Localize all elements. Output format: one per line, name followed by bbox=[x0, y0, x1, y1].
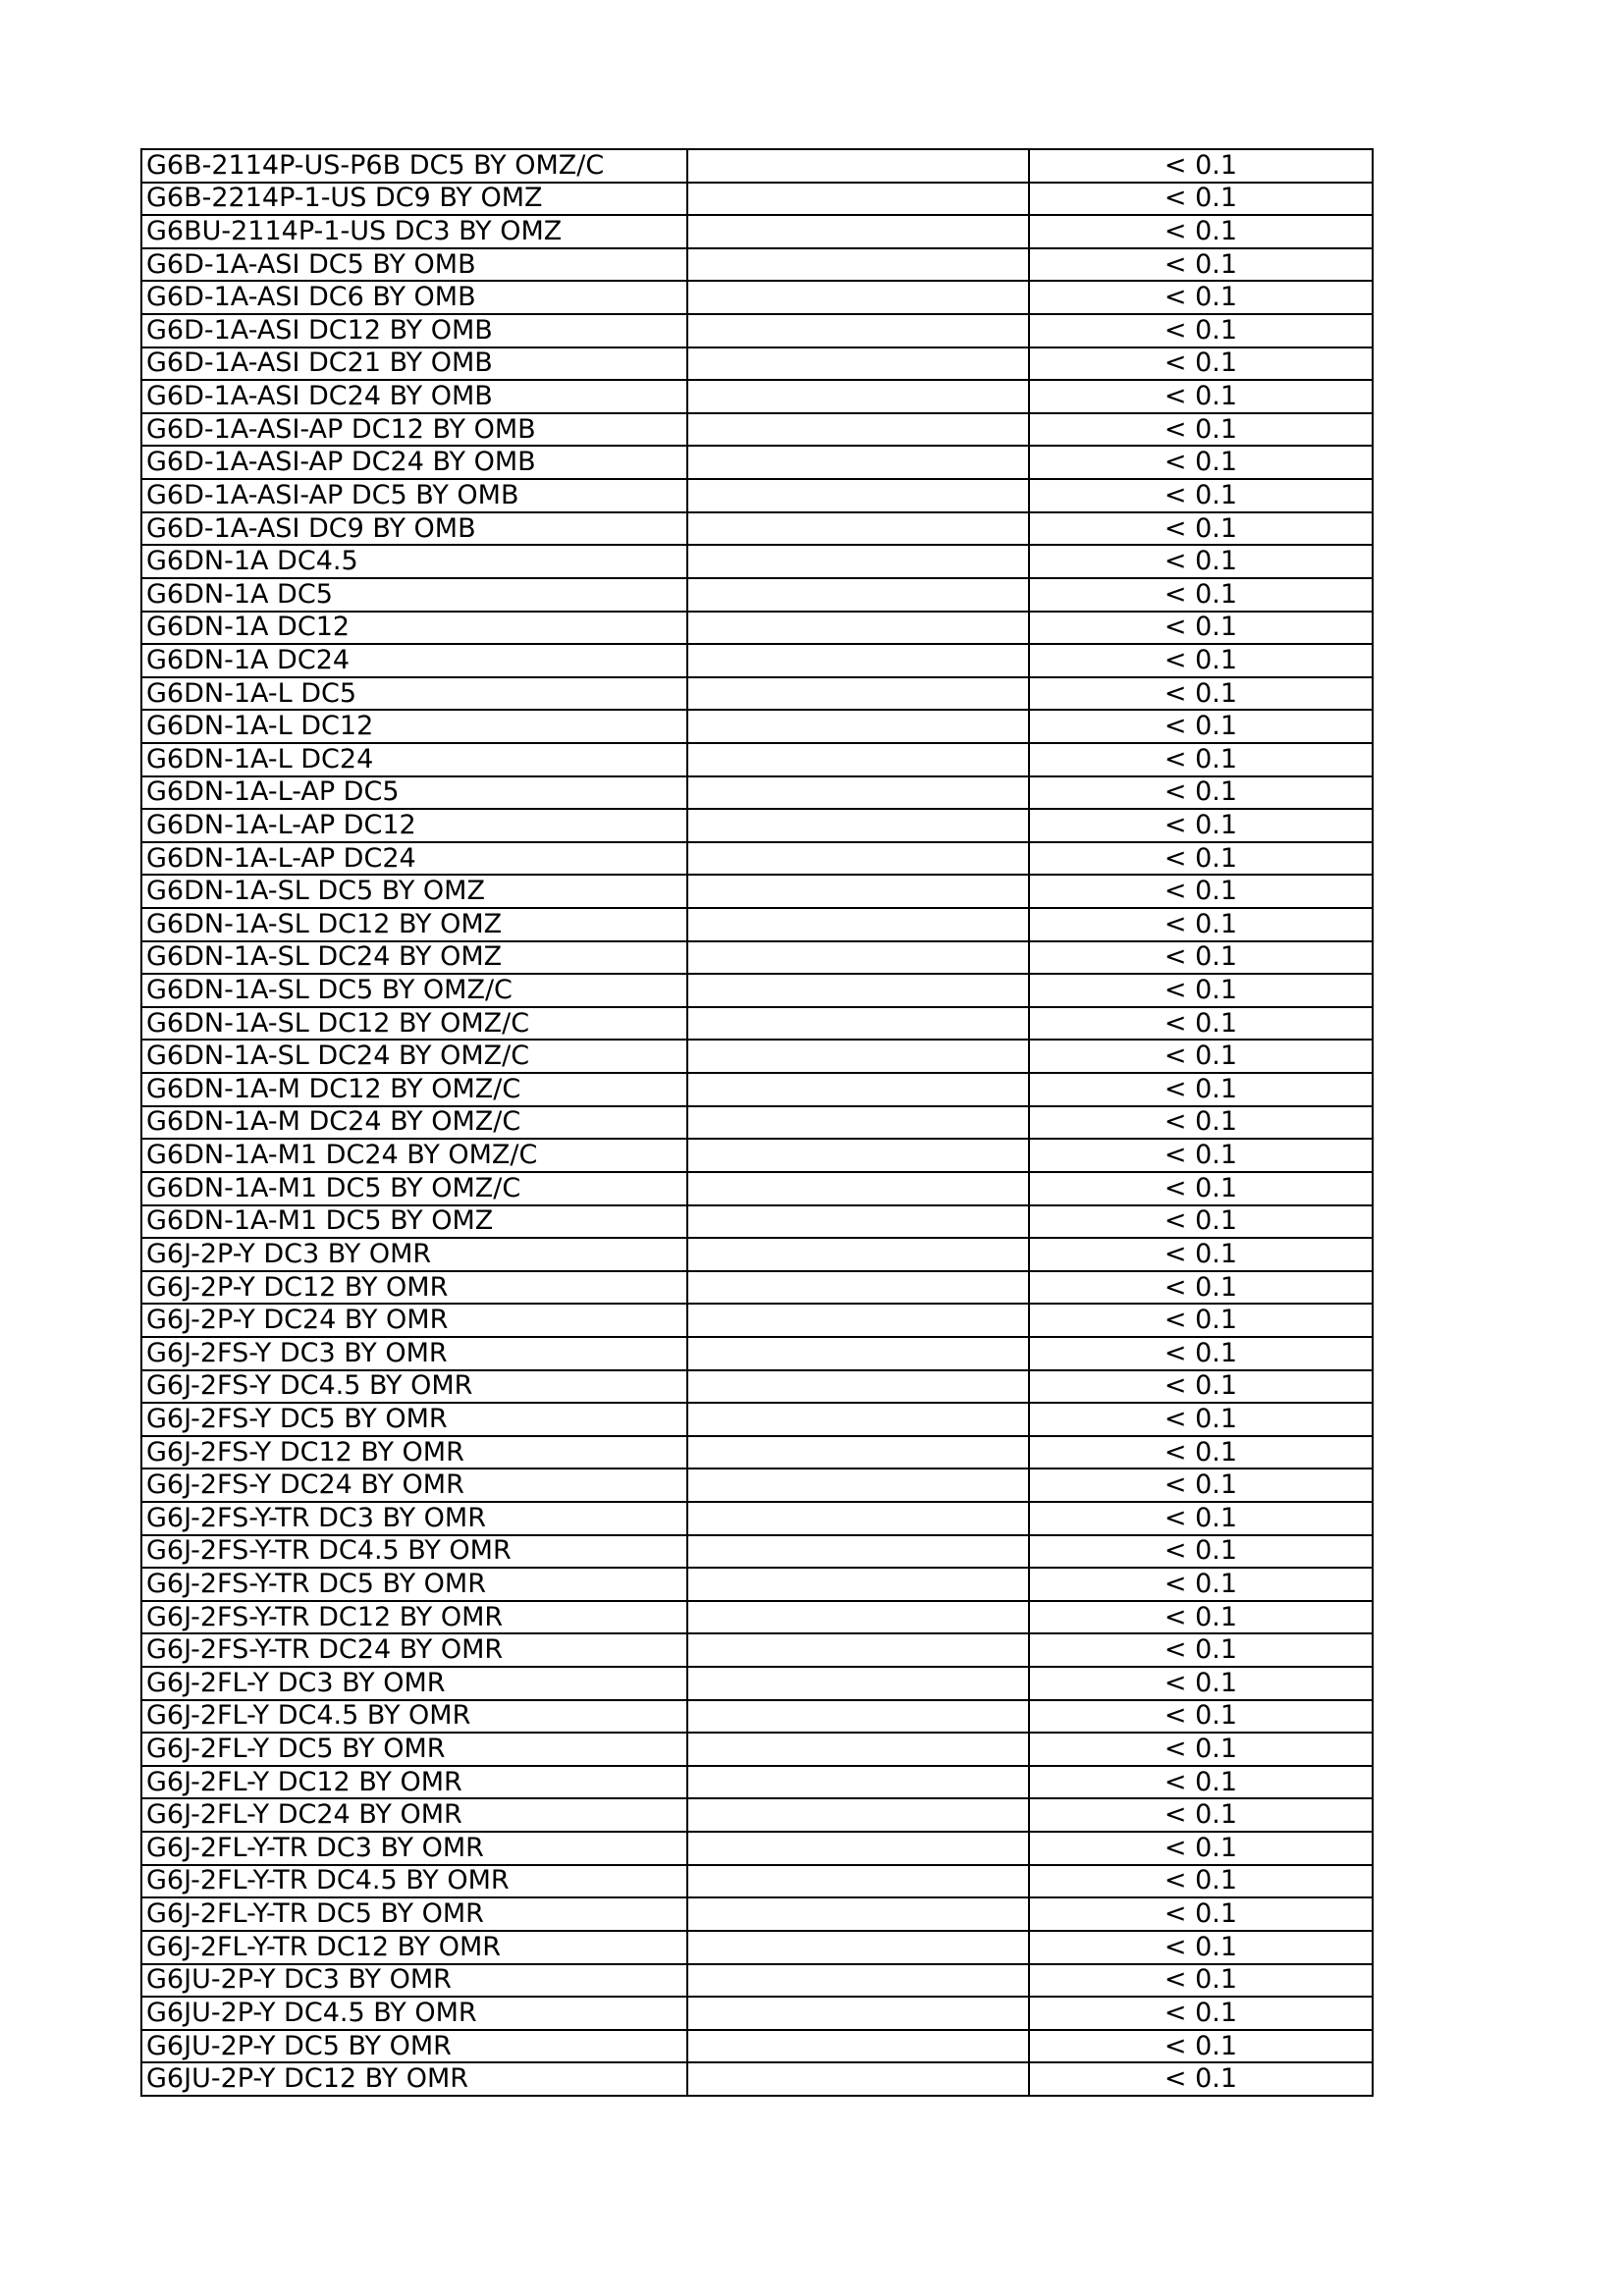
table-row bbox=[141, 578, 1373, 612]
empty-cell bbox=[687, 1007, 1029, 1041]
value-cell: < 0.1 bbox=[1029, 1238, 1373, 1271]
value-cell: < 0.1 bbox=[1029, 512, 1373, 546]
value-cell: < 0.1 bbox=[1029, 677, 1373, 711]
value-cell: < 0.1 bbox=[1029, 413, 1373, 447]
part-number-cell: G6J-2FL-Y DC4.5 BY OMR bbox=[141, 1700, 687, 1734]
part-number-cell: G6J-2FL-Y-TR DC12 BY OMR bbox=[141, 1931, 687, 1964]
part-number-cell: G6J-2FS-Y DC5 BY OMR bbox=[141, 1403, 687, 1436]
table-row bbox=[141, 1337, 1373, 1370]
part-number-cell: G6D-1A-ASI DC9 BY OMB bbox=[141, 512, 687, 546]
value-cell: < 0.1 bbox=[1029, 1601, 1373, 1634]
part-number-cell: G6DN-1A-L DC12 bbox=[141, 710, 687, 743]
value-cell: < 0.1 bbox=[1029, 1964, 1373, 1998]
value-cell: < 0.1 bbox=[1029, 1337, 1373, 1370]
part-number-cell: G6J-2FL-Y-TR DC4.5 BY OMR bbox=[141, 1865, 687, 1898]
empty-cell bbox=[687, 413, 1029, 447]
table-row bbox=[141, 512, 1373, 546]
value-cell: < 0.1 bbox=[1029, 1997, 1373, 2030]
empty-cell bbox=[687, 1370, 1029, 1404]
part-number-cell: G6DN-1A-SL DC12 BY OMZ/C bbox=[141, 1007, 687, 1041]
empty-cell bbox=[687, 479, 1029, 512]
part-number-cell: G6J-2P-Y DC24 BY OMR bbox=[141, 1304, 687, 1337]
value-cell: < 0.1 bbox=[1029, 1633, 1373, 1667]
table-row bbox=[141, 1931, 1373, 1964]
table-row bbox=[141, 479, 1373, 512]
part-number-cell: G6DN-1A DC4.5 bbox=[141, 545, 687, 578]
value-cell: < 0.1 bbox=[1029, 215, 1373, 248]
empty-cell bbox=[687, 578, 1029, 612]
empty-cell bbox=[687, 281, 1029, 314]
empty-cell bbox=[687, 512, 1029, 546]
empty-cell bbox=[687, 1139, 1029, 1172]
value-cell: < 0.1 bbox=[1029, 1568, 1373, 1601]
part-number-cell: G6J-2FS-Y-TR DC4.5 BY OMR bbox=[141, 1535, 687, 1569]
part-number-cell: G6DN-1A-SL DC24 BY OMZ bbox=[141, 941, 687, 975]
table-row bbox=[141, 1106, 1373, 1140]
table-row bbox=[141, 908, 1373, 941]
data-table bbox=[140, 148, 1374, 2097]
table-row bbox=[141, 1568, 1373, 1601]
part-number-cell: G6J-2FL-Y DC24 BY OMR bbox=[141, 1798, 687, 1832]
empty-cell bbox=[687, 1337, 1029, 1370]
table-row bbox=[141, 776, 1373, 810]
table-row bbox=[141, 281, 1373, 314]
table-row bbox=[141, 743, 1373, 776]
value-cell: < 0.1 bbox=[1029, 644, 1373, 677]
empty-cell bbox=[687, 2062, 1029, 2096]
empty-cell bbox=[687, 1865, 1029, 1898]
value-cell: < 0.1 bbox=[1029, 545, 1373, 578]
part-number-cell: G6DN-1A-M DC12 BY OMZ/C bbox=[141, 1073, 687, 1106]
empty-cell bbox=[687, 644, 1029, 677]
empty-cell bbox=[687, 314, 1029, 347]
empty-cell bbox=[687, 1502, 1029, 1535]
part-number-cell: G6D-1A-ASI DC6 BY OMB bbox=[141, 281, 687, 314]
table-row bbox=[141, 974, 1373, 1007]
table-row bbox=[141, 842, 1373, 876]
table-row bbox=[141, 1865, 1373, 1898]
empty-cell bbox=[687, 1535, 1029, 1569]
value-cell: < 0.1 bbox=[1029, 2030, 1373, 2063]
part-number-cell: G6J-2FL-Y DC3 BY OMR bbox=[141, 1667, 687, 1700]
value-cell: < 0.1 bbox=[1029, 248, 1373, 282]
part-number-cell: G6DN-1A DC5 bbox=[141, 578, 687, 612]
value-cell: < 0.1 bbox=[1029, 875, 1373, 908]
empty-cell bbox=[687, 1964, 1029, 1998]
empty-cell bbox=[687, 677, 1029, 711]
part-number-cell: G6J-2FS-Y DC3 BY OMR bbox=[141, 1337, 687, 1370]
table-row bbox=[141, 1436, 1373, 1469]
table-row bbox=[141, 1304, 1373, 1337]
empty-cell bbox=[687, 1633, 1029, 1667]
value-cell: < 0.1 bbox=[1029, 1436, 1373, 1469]
part-number-cell: G6J-2FS-Y-TR DC24 BY OMR bbox=[141, 1633, 687, 1667]
table-row bbox=[141, 1700, 1373, 1734]
table-row bbox=[141, 1468, 1373, 1502]
table-row bbox=[141, 1601, 1373, 1634]
empty-cell bbox=[687, 1568, 1029, 1601]
table-row bbox=[141, 1897, 1373, 1931]
empty-cell bbox=[687, 612, 1029, 645]
part-number-cell: G6DN-1A-L-AP DC5 bbox=[141, 776, 687, 810]
part-number-cell: G6J-2FL-Y-TR DC5 BY OMR bbox=[141, 1897, 687, 1931]
empty-cell bbox=[687, 1040, 1029, 1073]
part-number-cell: G6D-1A-ASI-AP DC24 BY OMB bbox=[141, 446, 687, 479]
part-number-cell: G6DN-1A-SL DC12 BY OMZ bbox=[141, 908, 687, 941]
table-row bbox=[141, 149, 1373, 183]
value-cell: < 0.1 bbox=[1029, 1271, 1373, 1305]
table-row bbox=[141, 1403, 1373, 1436]
table-row bbox=[141, 1139, 1373, 1172]
value-cell: < 0.1 bbox=[1029, 446, 1373, 479]
part-number-cell: G6D-1A-ASI-AP DC12 BY OMB bbox=[141, 413, 687, 447]
part-number-cell: G6J-2FS-Y-TR DC12 BY OMR bbox=[141, 1601, 687, 1634]
empty-cell bbox=[687, 1238, 1029, 1271]
value-cell: < 0.1 bbox=[1029, 842, 1373, 876]
empty-cell bbox=[687, 1436, 1029, 1469]
value-cell: < 0.1 bbox=[1029, 1370, 1373, 1404]
value-cell: < 0.1 bbox=[1029, 743, 1373, 776]
table-row bbox=[141, 809, 1373, 842]
part-number-cell: G6DN-1A-M DC24 BY OMZ/C bbox=[141, 1106, 687, 1140]
empty-cell bbox=[687, 347, 1029, 381]
part-number-cell: G6D-1A-ASI DC12 BY OMB bbox=[141, 314, 687, 347]
part-number-cell: G6J-2FL-Y-TR DC3 BY OMR bbox=[141, 1832, 687, 1865]
part-number-cell: G6B-2114P-US-P6B DC5 BY OMZ/C bbox=[141, 149, 687, 183]
empty-cell bbox=[687, 545, 1029, 578]
part-number-cell: G6DN-1A-L DC5 bbox=[141, 677, 687, 711]
part-number-cell: G6DN-1A DC24 bbox=[141, 644, 687, 677]
empty-cell bbox=[687, 710, 1029, 743]
table-row bbox=[141, 1832, 1373, 1865]
value-cell: < 0.1 bbox=[1029, 1766, 1373, 1799]
table-row bbox=[141, 1172, 1373, 1205]
value-cell: < 0.1 bbox=[1029, 1535, 1373, 1569]
table-row bbox=[141, 1733, 1373, 1766]
value-cell: < 0.1 bbox=[1029, 1700, 1373, 1734]
empty-cell bbox=[687, 1766, 1029, 1799]
part-number-cell: G6B-2214P-1-US DC9 BY OMZ bbox=[141, 183, 687, 216]
empty-cell bbox=[687, 908, 1029, 941]
table-row bbox=[141, 612, 1373, 645]
empty-cell bbox=[687, 1897, 1029, 1931]
value-cell: < 0.1 bbox=[1029, 1897, 1373, 1931]
value-cell: < 0.1 bbox=[1029, 281, 1373, 314]
table-row bbox=[141, 1766, 1373, 1799]
part-number-cell: G6J-2FS-Y-TR DC3 BY OMR bbox=[141, 1502, 687, 1535]
table-row bbox=[141, 1535, 1373, 1569]
part-number-cell: G6D-1A-ASI DC24 BY OMB bbox=[141, 380, 687, 413]
value-cell: < 0.1 bbox=[1029, 710, 1373, 743]
value-cell: < 0.1 bbox=[1029, 941, 1373, 975]
value-cell: < 0.1 bbox=[1029, 1106, 1373, 1140]
value-cell: < 0.1 bbox=[1029, 1468, 1373, 1502]
table-row bbox=[141, 941, 1373, 975]
value-cell: < 0.1 bbox=[1029, 2062, 1373, 2096]
value-cell: < 0.1 bbox=[1029, 479, 1373, 512]
table-row bbox=[141, 1073, 1373, 1106]
value-cell: < 0.1 bbox=[1029, 776, 1373, 810]
table-row bbox=[141, 1633, 1373, 1667]
part-number-cell: G6D-1A-ASI DC21 BY OMB bbox=[141, 347, 687, 381]
part-number-cell: G6J-2P-Y DC12 BY OMR bbox=[141, 1271, 687, 1305]
empty-cell bbox=[687, 974, 1029, 1007]
empty-cell bbox=[687, 1832, 1029, 1865]
empty-cell bbox=[687, 1733, 1029, 1766]
part-number-cell: G6D-1A-ASI-AP DC5 BY OMB bbox=[141, 479, 687, 512]
value-cell: < 0.1 bbox=[1029, 1931, 1373, 1964]
empty-cell bbox=[687, 1271, 1029, 1305]
empty-cell bbox=[687, 446, 1029, 479]
empty-cell bbox=[687, 776, 1029, 810]
value-cell: < 0.1 bbox=[1029, 347, 1373, 381]
empty-cell bbox=[687, 215, 1029, 248]
value-cell: < 0.1 bbox=[1029, 314, 1373, 347]
part-number-cell: G6DN-1A-L DC24 bbox=[141, 743, 687, 776]
value-cell: < 0.1 bbox=[1029, 974, 1373, 1007]
empty-cell bbox=[687, 1468, 1029, 1502]
value-cell: < 0.1 bbox=[1029, 1073, 1373, 1106]
table-row bbox=[141, 677, 1373, 711]
table-row bbox=[141, 1205, 1373, 1239]
table-row bbox=[141, 347, 1373, 381]
table-row bbox=[141, 1798, 1373, 1832]
part-number-cell: G6J-2FS-Y-TR DC5 BY OMR bbox=[141, 1568, 687, 1601]
table-row bbox=[141, 183, 1373, 216]
empty-cell bbox=[687, 1073, 1029, 1106]
value-cell: < 0.1 bbox=[1029, 1172, 1373, 1205]
empty-cell bbox=[687, 1403, 1029, 1436]
empty-cell bbox=[687, 1798, 1029, 1832]
value-cell: < 0.1 bbox=[1029, 1205, 1373, 1239]
empty-cell bbox=[687, 1667, 1029, 1700]
table-row bbox=[141, 1964, 1373, 1998]
part-number-cell: G6DN-1A-L-AP DC12 bbox=[141, 809, 687, 842]
part-number-cell: G6J-2FS-Y DC4.5 BY OMR bbox=[141, 1370, 687, 1404]
empty-cell bbox=[687, 1700, 1029, 1734]
value-cell: < 0.1 bbox=[1029, 1304, 1373, 1337]
part-number-cell: G6DN-1A-M1 DC5 BY OMZ/C bbox=[141, 1172, 687, 1205]
empty-cell bbox=[687, 248, 1029, 282]
empty-cell bbox=[687, 1172, 1029, 1205]
part-number-cell: G6D-1A-ASI DC5 BY OMB bbox=[141, 248, 687, 282]
value-cell: < 0.1 bbox=[1029, 380, 1373, 413]
empty-cell bbox=[687, 1997, 1029, 2030]
table-row bbox=[141, 314, 1373, 347]
empty-cell bbox=[687, 809, 1029, 842]
part-number-cell: G6J-2FL-Y DC5 BY OMR bbox=[141, 1733, 687, 1766]
empty-cell bbox=[687, 183, 1029, 216]
table-row bbox=[141, 1271, 1373, 1305]
empty-cell bbox=[687, 842, 1029, 876]
table-row bbox=[141, 380, 1373, 413]
part-number-cell: G6DN-1A-M1 DC24 BY OMZ/C bbox=[141, 1139, 687, 1172]
value-cell: < 0.1 bbox=[1029, 908, 1373, 941]
empty-cell bbox=[687, 149, 1029, 183]
value-cell: < 0.1 bbox=[1029, 1832, 1373, 1865]
value-cell: < 0.1 bbox=[1029, 1865, 1373, 1898]
part-number-cell: G6JU-2P-Y DC12 BY OMR bbox=[141, 2062, 687, 2096]
part-number-cell: G6J-2P-Y DC3 BY OMR bbox=[141, 1238, 687, 1271]
value-cell: < 0.1 bbox=[1029, 1040, 1373, 1073]
value-cell: < 0.1 bbox=[1029, 809, 1373, 842]
empty-cell bbox=[687, 2030, 1029, 2063]
empty-cell bbox=[687, 941, 1029, 975]
value-cell: < 0.1 bbox=[1029, 612, 1373, 645]
empty-cell bbox=[687, 875, 1029, 908]
table-row bbox=[141, 1007, 1373, 1041]
table-row bbox=[141, 2062, 1373, 2096]
table-row bbox=[141, 1040, 1373, 1073]
value-cell: < 0.1 bbox=[1029, 1139, 1373, 1172]
table-row bbox=[141, 446, 1373, 479]
table-row bbox=[141, 413, 1373, 447]
table-row bbox=[141, 710, 1373, 743]
value-cell: < 0.1 bbox=[1029, 578, 1373, 612]
value-cell: < 0.1 bbox=[1029, 149, 1373, 183]
part-number-cell: G6J-2FL-Y DC12 BY OMR bbox=[141, 1766, 687, 1799]
table-row bbox=[141, 644, 1373, 677]
empty-cell bbox=[687, 1931, 1029, 1964]
table-row bbox=[141, 215, 1373, 248]
part-number-cell: G6DN-1A-SL DC5 BY OMZ bbox=[141, 875, 687, 908]
part-number-cell: G6JU-2P-Y DC4.5 BY OMR bbox=[141, 1997, 687, 2030]
table-body bbox=[141, 149, 1373, 2096]
table-row bbox=[141, 1667, 1373, 1700]
part-number-cell: G6J-2FS-Y DC12 BY OMR bbox=[141, 1436, 687, 1469]
part-number-cell: G6J-2FS-Y DC24 BY OMR bbox=[141, 1468, 687, 1502]
part-number-cell: G6JU-2P-Y DC3 BY OMR bbox=[141, 1964, 687, 1998]
empty-cell bbox=[687, 380, 1029, 413]
part-number-cell: G6DN-1A DC12 bbox=[141, 612, 687, 645]
part-number-cell: G6DN-1A-SL DC24 BY OMZ/C bbox=[141, 1040, 687, 1073]
part-number-cell: G6DN-1A-L-AP DC24 bbox=[141, 842, 687, 876]
empty-cell bbox=[687, 1601, 1029, 1634]
value-cell: < 0.1 bbox=[1029, 1403, 1373, 1436]
empty-cell bbox=[687, 1304, 1029, 1337]
table-row bbox=[141, 2030, 1373, 2063]
table-row bbox=[141, 545, 1373, 578]
value-cell: < 0.1 bbox=[1029, 1733, 1373, 1766]
table-row bbox=[141, 1502, 1373, 1535]
part-number-cell: G6DN-1A-M1 DC5 BY OMZ bbox=[141, 1205, 687, 1239]
value-cell: < 0.1 bbox=[1029, 1667, 1373, 1700]
empty-cell bbox=[687, 1205, 1029, 1239]
part-number-cell: G6JU-2P-Y DC5 BY OMR bbox=[141, 2030, 687, 2063]
table-row bbox=[141, 875, 1373, 908]
empty-cell bbox=[687, 743, 1029, 776]
part-number-cell: G6DN-1A-SL DC5 BY OMZ/C bbox=[141, 974, 687, 1007]
table-row bbox=[141, 248, 1373, 282]
part-number-cell: G6BU-2114P-1-US DC3 BY OMZ bbox=[141, 215, 687, 248]
value-cell: < 0.1 bbox=[1029, 1502, 1373, 1535]
table-row bbox=[141, 1370, 1373, 1404]
table-row bbox=[141, 1997, 1373, 2030]
table-row bbox=[141, 1238, 1373, 1271]
value-cell: < 0.1 bbox=[1029, 183, 1373, 216]
value-cell: < 0.1 bbox=[1029, 1798, 1373, 1832]
value-cell: < 0.1 bbox=[1029, 1007, 1373, 1041]
empty-cell bbox=[687, 1106, 1029, 1140]
